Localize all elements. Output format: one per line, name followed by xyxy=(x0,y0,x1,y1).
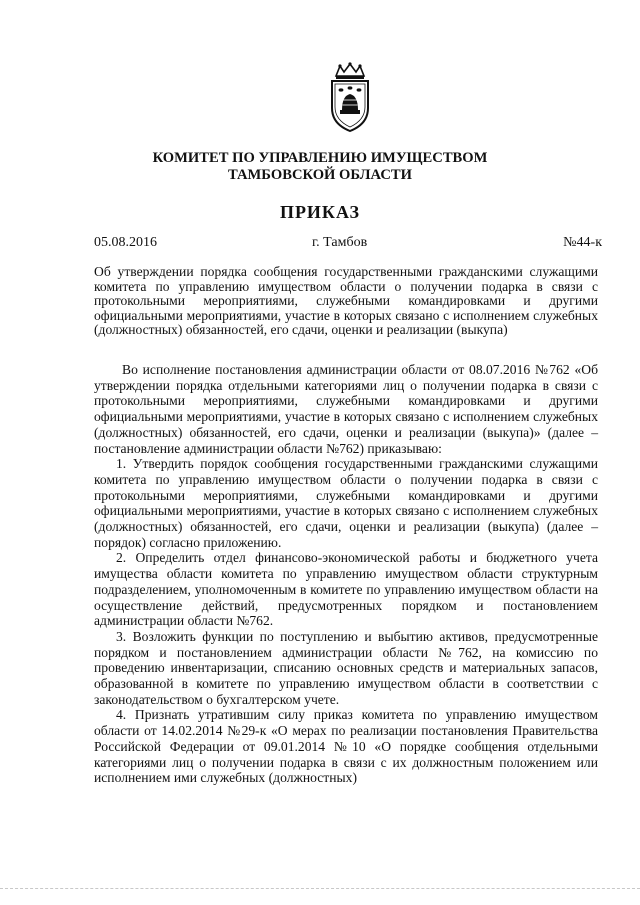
preamble-paragraph: Во исполнение постановления администрации области от 08.07.2016 №762 «Об утверждении порядка отдельными категориями лиц о получении подарка в связи с протокольными мероприятиями, служебными командировками и другими официальными мероприятиями, участие в которых связано с исполнением служебных (должностных) обязанностей, его сдачи, оценки и реализации (выкупа)» (далее – постановление администрации области №762) приказываю: xyxy=(94,362,598,456)
document-type-title: ПРИКАЗ xyxy=(279,202,361,222)
organization-name-line1: КОМИТЕТ ПО УПРАВЛЕНИЮ ИМУЩЕСТВОМ xyxy=(152,150,488,166)
organization-name-line2: ТАМБОВСКОЙ ОБЛАСТИ xyxy=(227,167,412,183)
item-4-paragraph: 4. Признать утратившим силу приказ комитета по управлению имуществом области от 14.02.2014 №29-к «О мерах по реализации постановления Правительства Российской Федерации от 09.01.2014 №10 «О порядке сообщения отдельными категориями лиц о получении подарка в связи с их должностным положением или исполнением ими служебных (должностных) xyxy=(94,707,598,786)
page-bottom-divider xyxy=(0,888,640,889)
document-subject: Об утверждении порядка сообщения государственными гражданскими служащими комитета по управлению имуществом области о получении подарка в связи с протокольными мероприятиями, служебными командировками и другими официальными мероприятиями, участие в которых связано с исполнением служебных (должностных) обязанностей, его сдачи, оценки и реализации (выкупа) xyxy=(94,264,598,338)
tambov-coat-of-arms-icon xyxy=(326,62,374,134)
document-date: 05.08.2016 xyxy=(94,235,157,250)
item-3-paragraph: 3. Возложить функции по поступлению и выбытию активов, предусмотренные порядком и постановлением администрации области №762, на комиссию по проведению инвентаризации, списанию основных средств и материальных запасов, образованной в комитете по управлению имуществом области в соответствии с законодательством о бухгалтерском учете. xyxy=(94,628,598,707)
document-body xyxy=(94,362,598,786)
item-2-paragraph: 2. Определить отдел финансово-экономической работы и бюджетного учета имущества области комитета по управлению имуществом области структурным подразделением, уполномоченным в комитете по управлению имуществом области на осуществление действий, предусмотренных порядком и постановлением администрации области №762. xyxy=(94,550,598,629)
document-number: №44-к xyxy=(563,235,602,250)
document-city: г. Тамбов xyxy=(312,235,368,250)
item-1-paragraph: 1. Утвердить порядок сообщения государственными гражданскими служащими комитета по управлению имуществом области о получении подарка в связи с протокольными мероприятиями, служебными командировками и другими официальными мероприятиями, участие в которых связано с исполнением служебных (должностных) обязанностей, его сдачи, оценки и реализации (выкупа) (далее – порядок) согласно приложению. xyxy=(94,456,598,550)
